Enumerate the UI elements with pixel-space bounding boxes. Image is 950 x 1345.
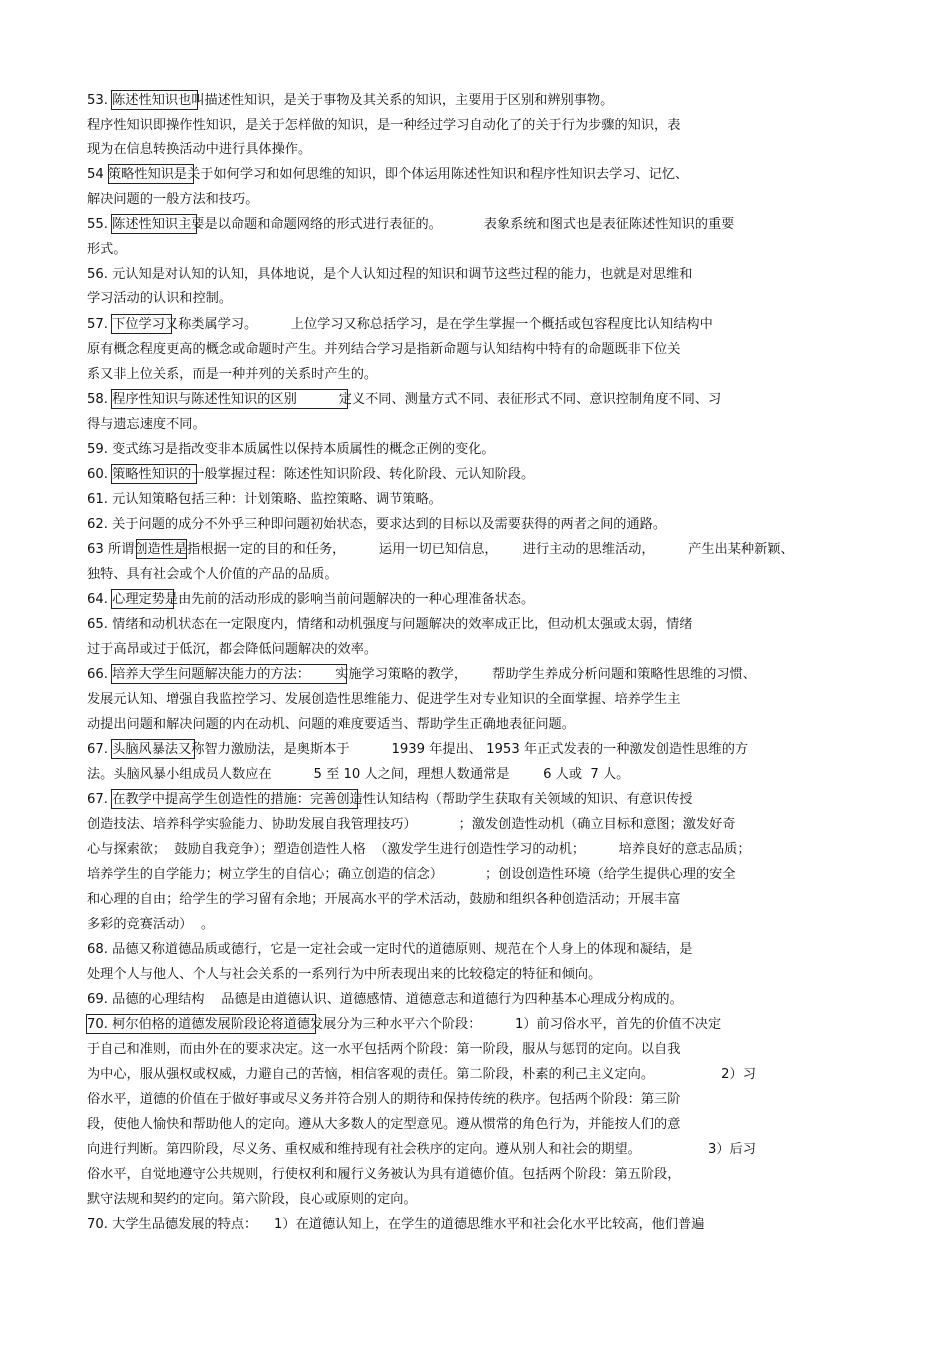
text-line: 62. 关于问题的成分不外乎三种即问题初始状态，要求达到的目标以及需要获得的两者之间的通路。 <box>87 517 667 532</box>
text-line: 段，使他人愉快和帮助他人的定向。遵从大多数人的定型意见。遵从惯常的角色行为，并能按人们的意 <box>87 1117 681 1132</box>
term-highlight-box <box>111 664 347 684</box>
text-line: 向进行判断。第四阶段，尽义务、重权威和维持现有社会秩序的定向。遵从别人和社会的期望。 3）后习 <box>87 1142 756 1157</box>
text-line: 独特、具有社会或个人价值的产品的品质。 <box>87 567 338 582</box>
text-line: 动提出问题和解决问题的内在动机、问题的难度要适当、帮助学生正确地表征问题。 <box>87 717 575 732</box>
term-highlight-box <box>111 739 195 759</box>
text-line: 57. 下位学习又称类属学习。 上位学习又称总括学习，是在学生掌握一个概括或包容程度比认知结构中 <box>87 317 713 332</box>
term-highlight-box <box>136 539 187 559</box>
text-line: 59. 变式练习是指改变非本质属性以保持本质属性的概念正例的变化。 <box>87 442 495 457</box>
term-highlight-box <box>111 589 174 609</box>
term-highlight-box <box>111 464 197 484</box>
text-line: 创造技法、培养科学实验能力、协助发展自我管理技巧） ；激发创造性动机（确立目标和意图；激发好奇 <box>87 817 736 832</box>
text-line: 67. 在教学中提高学生创造性的措施：完善创造性认知结构（帮助学生获取有关领域的知识、有意识传授 <box>87 792 693 807</box>
text-line: 学习活动的认识和控制。 <box>87 291 233 306</box>
text-line: 心与探索欲； 鼓励自我竞争）；塑造创造性人格 （激发学生进行创造性学习的动机； 培养良好的意志品质； <box>87 842 751 857</box>
text-line: 54 策略性知识是关于如何学习和如何思维的知识，即个体运用陈述性知识和程序性知识去学习、记忆、 <box>87 167 689 182</box>
text-line: 69. 品德的心理结构 品德是由道德认识、道德感情、道德意志和道德行为四种基本心理成分构成的。 <box>87 992 683 1007</box>
text-line: 66. 培养大学生问题解决能力的方法： 实施学习策略的教学， 帮助学生养成分析问题和策略性思维的习惯、 <box>87 667 756 682</box>
text-line: 64. 心理定势是由先前的活动形成的影响当前问题解决的一种心理准备状态。 <box>87 592 535 607</box>
text-line: 处理个人与他人、个人与社会关系的一系列行为中所表现出来的比较稳定的特征和倾向。 <box>87 967 602 982</box>
text-line: 65. 情绪和动机状态在一定限度内，情绪和动机强度与问题解决的效率成正比，但动机太强或太弱，情绪 <box>87 617 693 632</box>
text-line: 解决问题的一般方法和技巧。 <box>87 192 259 207</box>
term-highlight-box <box>108 164 194 184</box>
text-line: 过于高昂或过于低沉，都会降低问题解决的效率。 <box>87 642 378 657</box>
text-line: 系又非上位关系，而是一种并列的关系时产生的。 <box>87 367 378 382</box>
text-line: 默守法规和契约的定向。第六阶段，良心或原则的定向。 <box>87 1192 417 1207</box>
text-line: 58. 程序性知识与陈述性知识的区别 定义不同、测量方式不同、表征形式不同、意识控制角度不同、习 <box>87 392 722 407</box>
term-highlight-box <box>111 389 348 409</box>
text-line: 形式。 <box>87 242 127 257</box>
text-line: 55. 陈述性知识主要是以命题和命题网络的形式进行表征的。 表象系统和图式也是表征陈述性知识的重要 <box>87 217 735 232</box>
text-line: 60. 策略性知识的一般掌握过程：陈述性知识阶段、转化阶段、元认知阶段。 <box>87 467 535 482</box>
term-highlight-box <box>111 789 358 809</box>
text-line: 得与遗忘速度不同。 <box>87 417 206 432</box>
text-line: 56. 元认知是对认知的认知，具体地说，是个人认知过程的知识和调节这些过程的能力，也就是对思维和 <box>87 267 693 282</box>
text-line: 和心理的自由；给学生的学习留有余地；开展高水平的学术活动，鼓励和组织各种创造活动；开展丰富 <box>87 892 681 907</box>
text-line: 培养学生的自学能力；树立学生的自信心；确立创造的信念） ；创设创造性环境（给学生提供心理的安全 <box>87 867 736 882</box>
text-line: 现为在信息转换活动中进行具体操作。 <box>87 142 312 157</box>
text-line: 67. 头脑风暴法又称智力激励法，是奥斯本于 1939 年提出、 1953 年正式发表的一种激发创造性思维的方 <box>87 742 749 757</box>
text-line: 程序性知识即操作性知识，是关于怎样做的知识，是一种经过学习自动化了的关于行为步骤的知识，表 <box>87 118 681 133</box>
text-line: 53. 陈述性知识也叫描述性知识，是关于事物及其关系的知识，主要用于区别和辨别事物。 <box>87 93 614 108</box>
text-line: 于自己和准则，而由外在的要求决定。这一水平包括两个阶段：第一阶段，服从与惩罚的定向。以自我 <box>87 1042 681 1057</box>
term-highlight-box <box>111 314 172 334</box>
text-line: 俗水平，自觉地遵守公共规则，行使权利和履行义务被认为具有道德价值。包括两个阶段：第五阶段， <box>87 1167 681 1182</box>
text-line: 原有概念程度更高的概念或命题时产生。并列结合学习是指新命题与认知结构中特有的命题既非下位关 <box>87 342 681 357</box>
text-line: 俗水平，道德的价值在于做好事或尽义务并符合别人的期待和保持传统的秩序。包括两个阶段：第三阶 <box>87 1092 681 1107</box>
text-line: 70. 大学生品德发展的特点： 1）在道德认知上，在学生的道德思维水平和社会化水平比较高，他们普遍 <box>87 1217 705 1232</box>
term-highlight-box <box>111 214 197 234</box>
text-line: 63 所谓创造性是指根据一定的目的和任务， 运用一切已知信息， 进行主动的思维活动， 产生出某种新颖、 <box>87 542 794 557</box>
text-line: 70. 柯尔伯格的道德发展阶段论将道德发展分为三种水平六个阶段： 1）前习俗水平，首先的价值不决定 <box>87 1017 722 1032</box>
text-line: 发展元认知、增强自我监控学习、发展创造性思维能力、促进学生对专业知识的全面掌握、培养学生主 <box>87 692 681 707</box>
term-highlight-box <box>111 90 198 110</box>
text-line: 为中心，服从强权或权威，力避自己的苦恼，相信客观的责任。第二阶段，朴素的利己主义定向。 2）习 <box>87 1067 756 1082</box>
text-line: 多彩的竞赛活动） 。 <box>87 917 215 932</box>
text-line: 61. 元认知策略包括三种：计划策略、监控策略、调节策略。 <box>87 492 442 507</box>
text-line: 法。头脑风暴小组成员人数应在 5 至 10 人之间，理想人数通常是 6 人或 7 人。 <box>87 767 630 782</box>
term-highlight-box <box>86 1014 316 1034</box>
text-line: 68. 品德又称道德品质或德行，它是一定社会或一定时代的道德原则、规范在个人身上的体现和凝结，是 <box>87 942 693 957</box>
